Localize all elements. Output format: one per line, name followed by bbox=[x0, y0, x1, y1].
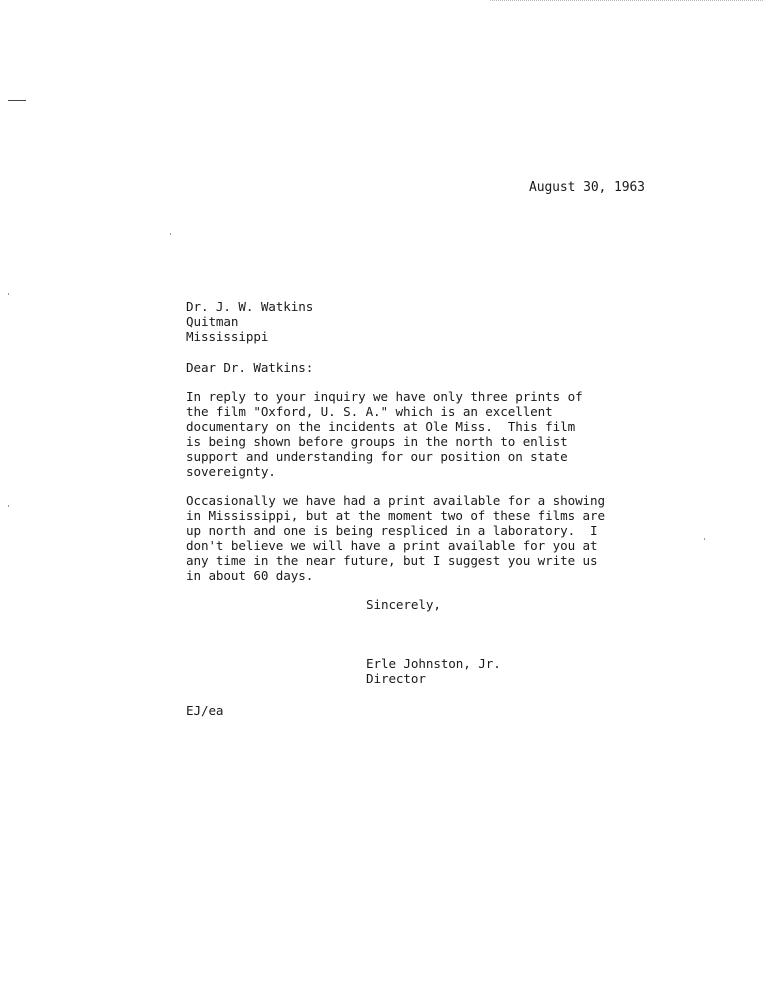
scan-speck bbox=[8, 505, 9, 507]
salutation: Dear Dr. Watkins: bbox=[186, 360, 314, 375]
paragraph-line: documentary on the incidents at Ole Miss. This film bbox=[186, 419, 576, 434]
paragraph-line: is being shown before groups in the north to enlist bbox=[186, 434, 568, 449]
scan-speck bbox=[8, 293, 9, 295]
signer-name: Erle Johnston, Jr. bbox=[366, 656, 501, 671]
paragraph-line: any time in the near future, but I suggest you write us bbox=[186, 553, 598, 568]
paragraph-line: don't believe we will have a print available for you at bbox=[186, 538, 598, 553]
closing: Sincerely, bbox=[366, 597, 441, 612]
scan-speck bbox=[704, 538, 705, 540]
recipient-city: Quitman bbox=[186, 314, 239, 329]
recipient-state: Mississippi bbox=[186, 329, 269, 344]
signer-title: Director bbox=[366, 671, 426, 686]
paragraph-line: the film "Oxford, U. S. A." which is an excellent bbox=[186, 404, 553, 419]
scan-speck bbox=[170, 233, 171, 235]
paragraph-line: up north and one is being respliced in a laboratory. I bbox=[186, 523, 598, 538]
body-paragraph-1 bbox=[186, 389, 583, 479]
recipient-address bbox=[186, 299, 313, 344]
paragraph-line: in about 60 days. bbox=[186, 568, 314, 583]
recipient-name: Dr. J. W. Watkins bbox=[186, 299, 314, 314]
signature-block bbox=[366, 656, 501, 686]
scan-margin-mark bbox=[8, 100, 26, 101]
scan-edge-dots bbox=[490, 0, 763, 3]
letter-date: August 30, 1963 bbox=[529, 180, 645, 195]
paragraph-line: in Mississippi, but at the moment two of these films are bbox=[186, 508, 605, 523]
paragraph-line: sovereignty. bbox=[186, 464, 276, 479]
paragraph-line: Occasionally we have had a print available for a showing bbox=[186, 493, 605, 508]
paragraph-line: In reply to your inquiry we have only three prints of bbox=[186, 389, 583, 404]
typist-initials: EJ/ea bbox=[186, 703, 224, 718]
body-paragraph-2 bbox=[186, 493, 605, 583]
paragraph-line: support and understanding for our position on state bbox=[186, 449, 568, 464]
